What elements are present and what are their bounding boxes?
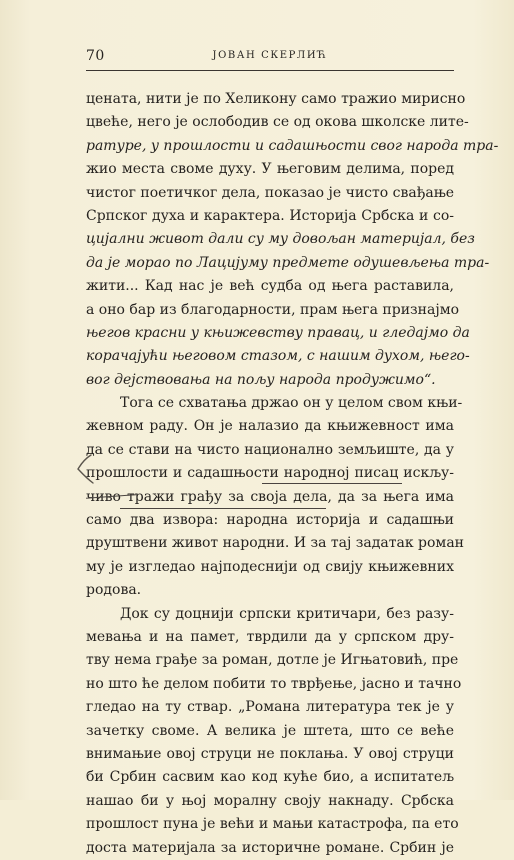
header-rule [86,70,454,71]
text-line: чистог поетичког дела, показао је чисто свађање [86,184,455,201]
text-line: да се стави на чисто национално земљиште, да у [86,441,454,458]
text-line: тву нема грађе за роман, дотле је Игњатовић, пре [86,652,459,669]
text-line: му је изгледао најподеснији од свију књижевних [86,558,454,575]
text-line: чиво тражи грађу за своја дела, да за њега има [86,488,454,505]
page-header [86,48,454,68]
text-line: зачетку своме. А велика је штета, што се веће [86,722,454,739]
pencil-underline-mark [120,508,326,509]
text-line: корачајући његовом стазом, с нашим духом, њего- [86,348,470,365]
text-line: а оно бар из благодарности, прам њега признајмо [86,301,460,318]
page-number: 70 [86,48,105,64]
text-line: вог дејствовања на пољу народа продужимо“. [86,371,436,388]
text-line: доста материјала за историчне романе. Србин је [86,839,454,856]
text-line: жевном раду. Он је налазио да књижевност има [86,418,454,435]
text-line: мевања и на памет, тврдили да у српском дру- [86,628,454,645]
text-line: само два извора: народна историја и садашњи [86,512,454,529]
text-line: гледао на ту ствар. „Романа литература тек је у [86,699,454,716]
text-line: друштвени живот народни. И за тај задатак роман [86,535,464,552]
margin-bracket-mark [74,454,96,484]
text-line: ратуре, у прошлости и садашњости свог народа тра- [86,137,499,154]
text-line: но што ће делом побити то тврђење, јасно и тачно [86,675,462,692]
text-line: внимањие овој струци не поклања. У овој струци [86,745,454,762]
text-line: да је морао по Лацијуму предмете одушевљења тра- [86,254,490,271]
running-head: ЈОВАН СКЕРЛИЋ [212,50,328,61]
text-line: прошлости и садашњости народној писац искљу- [86,465,454,482]
text-line: цијални живот дали су му довољан материјал, без [86,231,475,248]
text-line: Тога се схватања држао он у целом свом књи- [120,395,463,412]
pencil-underline-mark [262,483,402,484]
text-line: родова. [86,582,142,599]
text-line: цвеће, него је ослободив се од окова школске лите- [86,114,469,131]
text-line: жити... Кад нас је већ судба од њега раставила, [86,278,454,295]
body-text [86,88,499,860]
text-line: Док су доцнији српски критичари, без разу- [120,605,454,622]
text-line: цената, нити је по Хеликону само тражио мирисно [86,91,466,107]
text-line: његов красни у књижевству правац, и гледајмо да [86,324,470,341]
text-line: нашао би у њој моралну своју накнаду. Србска [86,792,454,809]
text-line: Српског духа и карактера. Историја Србска и со- [86,207,454,224]
text-line: жио места своме духу. У његовим делима, поред [86,161,454,178]
text-line: прошлост пуна је већи и мањи катастрофа, па ето [86,816,459,833]
text-line: би Србин сасвим као код куће био, а испитатељ [86,769,454,786]
